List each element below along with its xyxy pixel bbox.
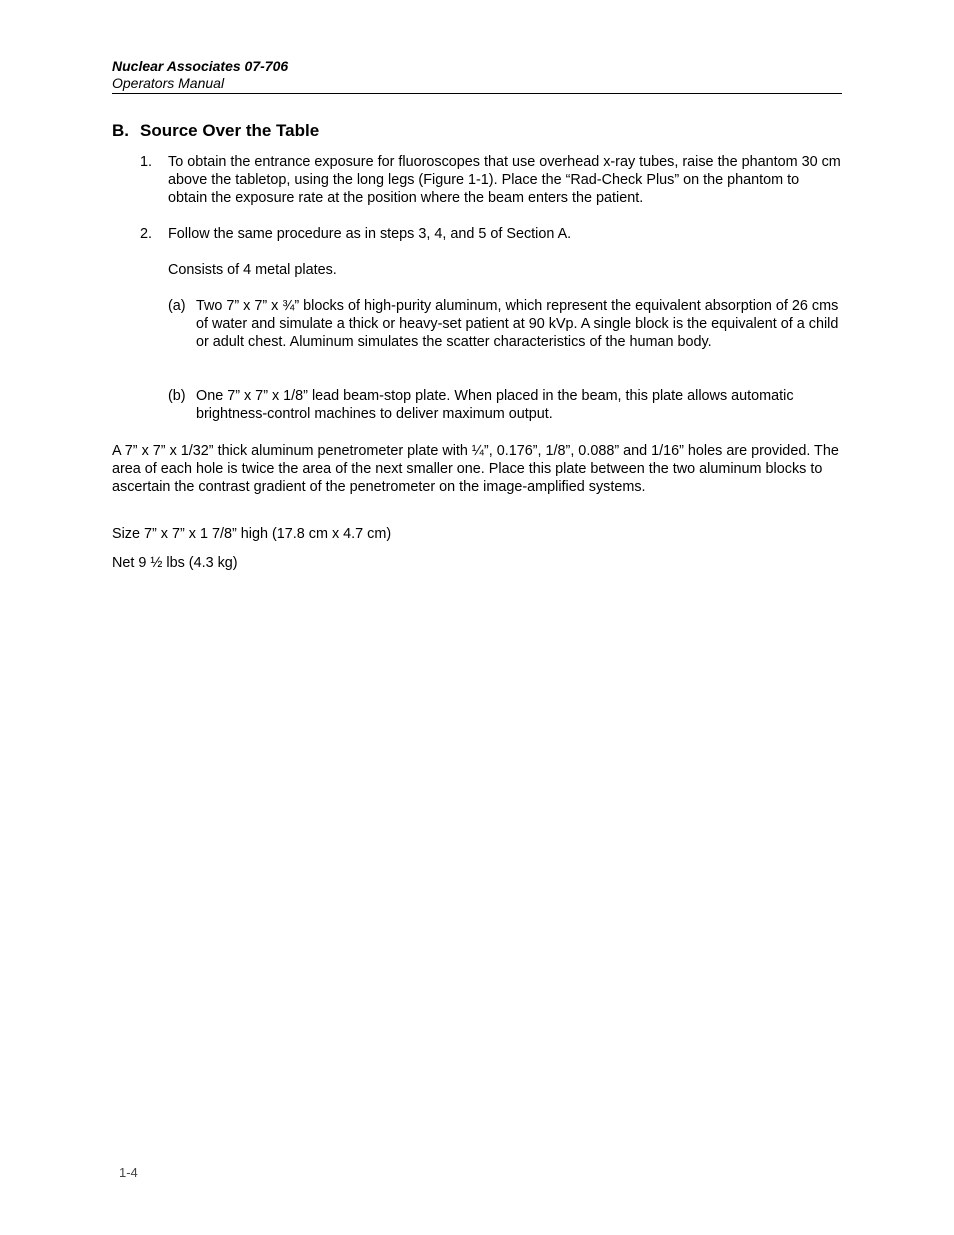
step-item-1 — [140, 153, 842, 207]
penetrometer-paragraph: A 7” x 7” x 1/32” thick aluminum penetrometer plate with ¼”, 0.176”, 1/8”, 0.088” and 1/16” holes are provided. The area of each hole is twice the area of the next smaller one. Place this plate between the two aluminum blocks to ascertain the contrast gradient of the penetrometer on the image-amplified systems. — [112, 443, 839, 495]
plates-intro: Consists of 4 metal plates. — [168, 262, 337, 278]
document-title: Nuclear Associates 07-706 — [112, 58, 289, 74]
step-item-2 — [140, 225, 842, 243]
section-heading — [112, 120, 319, 142]
step-text: Follow the same procedure as in steps 3, 4, and 5 of Section A. — [168, 226, 572, 242]
plate-label: (b) — [168, 388, 186, 404]
plate-text: Two 7” x 7” x ¾” blocks of high-purity aluminum, which represent the equivalent absorption of 26 cms of water and simulate a thick or heavy-set patient at 90 kVp. A single block is the equivalent of a child or adult chest. Aluminum simulates the scatter characteristics of the human body. — [196, 298, 839, 350]
document-subtitle: Operators Manual — [112, 75, 225, 91]
plate-item-a — [168, 297, 842, 351]
section-letter: B. — [112, 121, 129, 140]
plate-text: One 7” x 7” x 1/8” lead beam-stop plate. When placed in the beam, this plate allows automatic brightness-control machines to deliver maximum output. — [196, 388, 794, 422]
step-number: 2. — [140, 226, 153, 242]
step-text: To obtain the entrance exposure for fluoroscopes that use overhead x-ray tubes, raise the phantom 30 cm above the tabletop, using the long legs (Figure 1-1). Place the “Rad-Check Plus” on the phantom to obtain the exposure rate at the position where the beam enters the patient. — [168, 154, 841, 206]
page-number: 1-4 — [119, 1165, 138, 1180]
section-title: Source Over the Table — [140, 121, 320, 140]
size-line: Size 7” x 7” x 1 7/8” high (17.8 cm x 4.7 cm) — [112, 526, 392, 542]
step-number: 1. — [140, 154, 153, 170]
page-header — [112, 57, 842, 94]
plate-item-b — [168, 387, 842, 423]
weight-line: Net 9 ½ lbs (4.3 kg) — [112, 555, 238, 571]
plate-label: (a) — [168, 298, 186, 314]
